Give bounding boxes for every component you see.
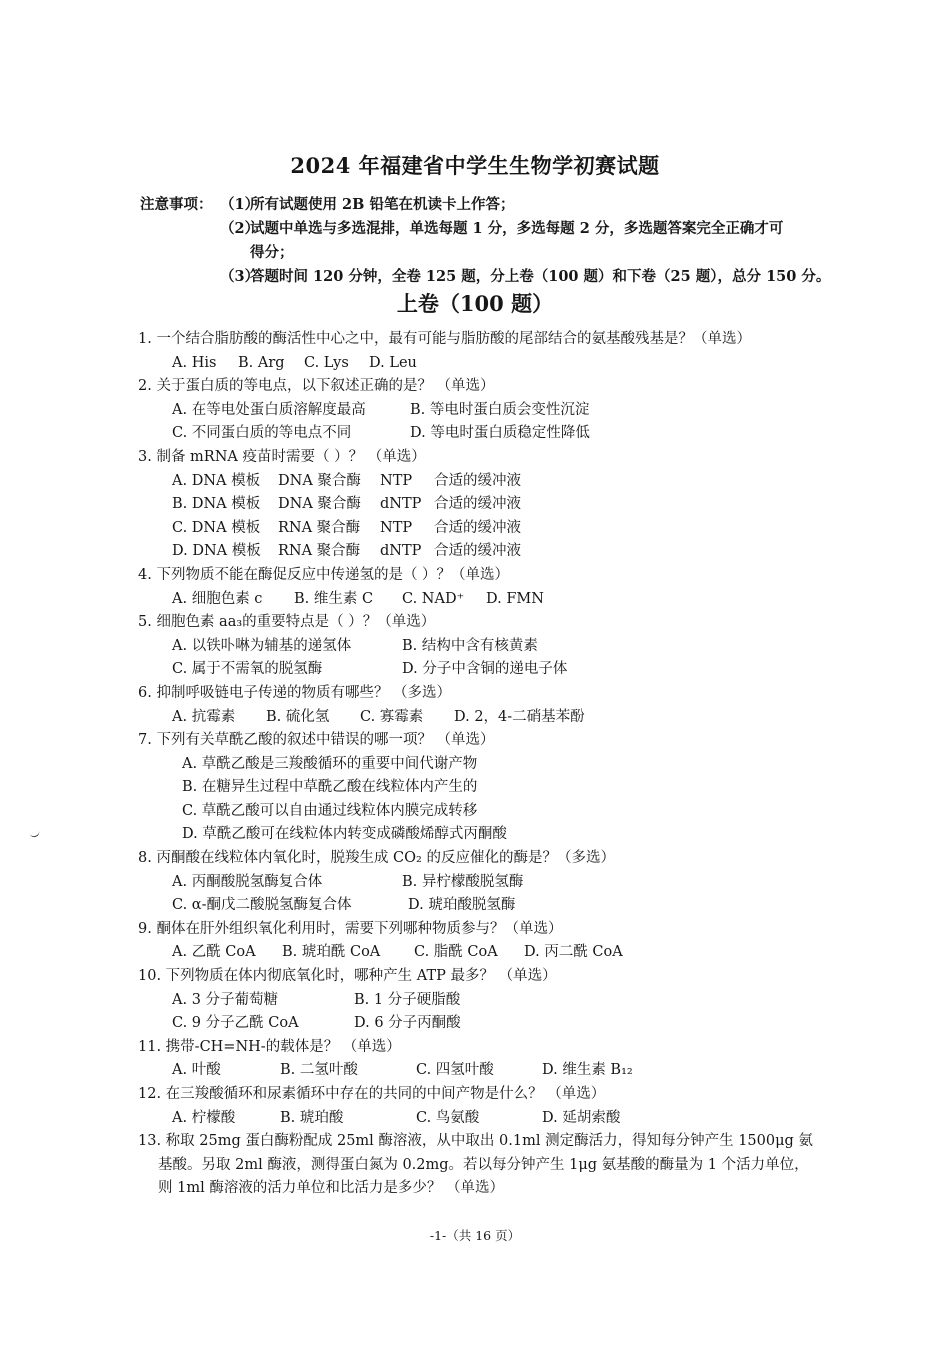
option-d: D. FMN <box>486 590 544 607</box>
option-c: C. 属于不需氧的脱氢酶 <box>172 661 323 678</box>
notice-row <box>140 241 840 265</box>
option-a: A. 3 分子葡萄糖 <box>172 991 279 1008</box>
option-row <box>138 635 838 659</box>
question-list <box>138 328 838 1201</box>
option-part: 合适的缓冲液 <box>434 472 521 489</box>
option-row <box>138 753 838 777</box>
option-b: B. 二氢叶酸 <box>280 1062 358 1079</box>
notice-num: （2） <box>220 220 260 237</box>
option-b: B. Arg <box>238 354 285 371</box>
option-d: D. 丙二酰 CoA <box>524 944 623 961</box>
question-text: 10. 下列物质在体内彻底氧化时，哪种产生 ATP 最多？ （单选） <box>138 968 557 985</box>
option-c: C. 草酰乙酸可以自由通过线粒体内膜完成转移 <box>182 802 478 819</box>
option-part: dNTP <box>380 543 422 560</box>
question-text: 8. 丙酮酸在线粒体内氧化时，脱羧生成 CO₂ 的反应催化的酶是？（多选） <box>138 850 615 867</box>
page-number: -1-（共 16 页） <box>429 1228 521 1243</box>
option-a: A. 以铁卟啉为辅基的递氢体 <box>172 637 352 654</box>
question-stem <box>138 1130 838 1154</box>
question-text: 3. 制备 mRNA 疫苗时需要（ ）？ （单选） <box>138 448 426 465</box>
option-c: C. NAD⁺ <box>402 590 465 607</box>
option-part: RNA 聚合酶 <box>278 519 361 536</box>
option-row <box>138 588 838 612</box>
notice-text: 试题中单选与多选混排，单选每题 1 分，多选每题 2 分，多选题答案完全正确才可 <box>250 220 784 237</box>
notice-label: 注意事项： <box>140 196 213 213</box>
notice-text: 答题时间 120 分钟，全卷 125 题，分上卷（100 题）和下卷（25 题），总分 150 分。 <box>250 268 831 285</box>
option-b: B. 维生素 C <box>294 590 374 607</box>
option-b: B. 结构中含有核黄素 <box>402 637 538 654</box>
option-row <box>138 941 838 965</box>
option-b: B. DNA 模板 <box>172 496 261 513</box>
page-title: 2024 年福建省中学生生物学初赛试题 <box>290 153 660 178</box>
notice-row <box>140 193 840 217</box>
section-title: 上卷（100 题） <box>396 291 554 316</box>
option-c: C. 鸟氨酸 <box>416 1109 480 1126</box>
question-continuation: 则 1ml 酶溶液的活力单位和比活力是多少？ （单选） <box>158 1180 504 1197</box>
option-b: B. 等电时蛋白质会变性沉淀 <box>410 401 590 418</box>
option-part: 合适的缓冲液 <box>434 496 521 513</box>
option-row <box>138 800 838 824</box>
option-part: 合适的缓冲液 <box>434 519 521 536</box>
option-row <box>138 422 838 446</box>
option-row <box>138 776 838 800</box>
option-b: B. 硫化氢 <box>266 708 330 725</box>
question-text: 11. 携带-CH=NH-的载体是？ （单选） <box>138 1038 401 1055</box>
option-a: A. 丙酮酸脱氢酶复合体 <box>172 873 323 890</box>
question-stem <box>138 328 838 352</box>
option-row <box>138 871 838 895</box>
notice-row <box>140 217 840 241</box>
option-part: 合适的缓冲液 <box>434 543 521 560</box>
question-stem <box>138 682 838 706</box>
option-part: NTP <box>380 472 413 489</box>
option-d: D. 等电时蛋白质稳定性降低 <box>410 425 590 442</box>
question-stem <box>138 1083 838 1107</box>
question-stem <box>138 729 838 753</box>
option-a: A. 乙酰 CoA <box>172 944 256 961</box>
option-a: A. 细胞色素 c <box>172 590 263 607</box>
question-stem <box>138 965 838 989</box>
option-row <box>138 352 838 376</box>
notice-num: （1） <box>220 196 260 213</box>
notice-row <box>140 265 840 289</box>
option-row <box>138 399 838 423</box>
option-d: D. 2，4-二硝基苯酚 <box>454 708 585 725</box>
option-d: D. 维生素 B₁₂ <box>542 1062 633 1079</box>
option-part: RNA 聚合酶 <box>278 543 361 560</box>
question-stem <box>138 564 838 588</box>
notice-text: 所有试题使用 2B 铅笔在机读卡上作答； <box>250 196 515 213</box>
option-d: D. 延胡索酸 <box>542 1109 621 1126</box>
notice-num: （3） <box>220 268 260 285</box>
option-d: D. Leu <box>369 354 417 371</box>
question-text: 1. 一个结合脂肪酸的酶活性中心之中，最有可能与脂肪酸的尾部结合的氨基酸残基是？（单选） <box>138 331 751 347</box>
question-stem <box>138 847 838 871</box>
option-row <box>138 1059 838 1083</box>
option-row <box>138 989 838 1013</box>
question-continuation: 基酸。另取 2ml 酶液，测得蛋白氮为 0.2mg。若以每分钟产生 1μg 氨基酸的酶量为 1 个活力单位， <box>158 1156 809 1173</box>
question-stem <box>138 611 838 635</box>
question-stem <box>138 1036 838 1060</box>
question-text: 9. 酮体在肝外组织氧化利用时，需要下列哪种物质参与？（单选） <box>138 920 563 937</box>
option-part: NTP <box>380 519 413 536</box>
option-d: D. 琥珀酸脱氢酶 <box>408 897 516 914</box>
option-d: D. 6 分子丙酮酸 <box>354 1015 461 1032</box>
option-c: C. Lys <box>304 354 349 371</box>
option-c: C. 四氢叶酸 <box>416 1062 494 1079</box>
question-text: 13. 称取 25mg 蛋白酶粉配成 25ml 酶溶液，从中取出 0.1ml 测定酶活力，得知每分钟产生 1500μg 氨 <box>138 1133 813 1150</box>
option-b: B. 异柠檬酸脱氢酶 <box>402 873 524 890</box>
option-a: A. 草酰乙酸是三羧酸循环的重要中间代谢产物 <box>182 755 478 772</box>
question-stem <box>138 446 838 470</box>
option-row <box>138 894 838 918</box>
option-d: D. DNA 模板 <box>172 543 261 560</box>
notice-block <box>140 193 840 289</box>
question-text: 4. 下列物质不能在酶促反应中传递氢的是（ ）？（单选） <box>138 566 510 583</box>
option-c: C. 不同蛋白质的等电点不同 <box>172 425 352 442</box>
question-text: 7. 下列有关草酰乙酸的叙述中错误的哪一项？ （单选） <box>138 732 495 749</box>
option-a: A. His <box>172 354 217 371</box>
option-d: D. 草酰乙酸可在线粒体内转变成磷酸烯醇式丙酮酸 <box>182 826 507 843</box>
option-b: B. 琥珀酰 CoA <box>282 944 381 961</box>
option-c: C. DNA 模板 <box>172 519 261 536</box>
option-b: B. 在糖异生过程中草酰乙酸在线粒体内产生的 <box>182 779 478 796</box>
question-text: 2. 关于蛋白质的等电点，以下叙述正确的是？ （单选） <box>138 378 495 395</box>
option-a: A. 叶酸 <box>172 1062 221 1079</box>
option-a: A. 在等电处蛋白质溶解度最高 <box>172 401 366 418</box>
option-b: B. 1 分子硬脂酸 <box>354 991 461 1008</box>
option-part: dNTP <box>380 496 422 513</box>
pen-mark <box>29 831 40 839</box>
option-d: D. 分子中含铜的递电子体 <box>402 661 568 678</box>
option-b: B. 琥珀酸 <box>280 1109 344 1126</box>
option-row <box>138 517 838 541</box>
option-row <box>138 470 838 494</box>
option-row <box>138 493 838 517</box>
option-row <box>138 658 838 682</box>
option-part: DNA 聚合酶 <box>278 472 361 489</box>
option-c: C. 寡霉素 <box>360 708 424 725</box>
option-part: DNA 聚合酶 <box>278 496 361 513</box>
question-stem <box>138 918 838 942</box>
question-text: 5. 细胞色素 aa₃的重要特点是（ ）？（单选） <box>138 614 436 631</box>
option-c: C. 脂酰 CoA <box>414 944 498 961</box>
option-row <box>138 1107 838 1131</box>
option-row <box>138 540 838 564</box>
option-a: A. 柠檬酸 <box>172 1109 236 1126</box>
notice-text: 得分； <box>250 244 294 261</box>
option-a: A. 抗霉素 <box>172 708 236 725</box>
question-text: 12. 在三羧酸循环和尿素循环中存在的共同的中间产物是什么？ （单选） <box>138 1086 606 1102</box>
option-row <box>138 1012 838 1036</box>
option-c: C. α-酮戊二酸脱氢酶复合体 <box>172 897 352 914</box>
question-text: 6. 抑制呼吸链电子传递的物质有哪些？ （多选） <box>138 684 452 701</box>
option-row <box>138 706 838 730</box>
option-row <box>138 823 838 847</box>
option-a: A. DNA 模板 <box>172 472 261 489</box>
question-stem <box>138 375 838 399</box>
option-c: C. 9 分子乙酰 CoA <box>172 1015 299 1032</box>
